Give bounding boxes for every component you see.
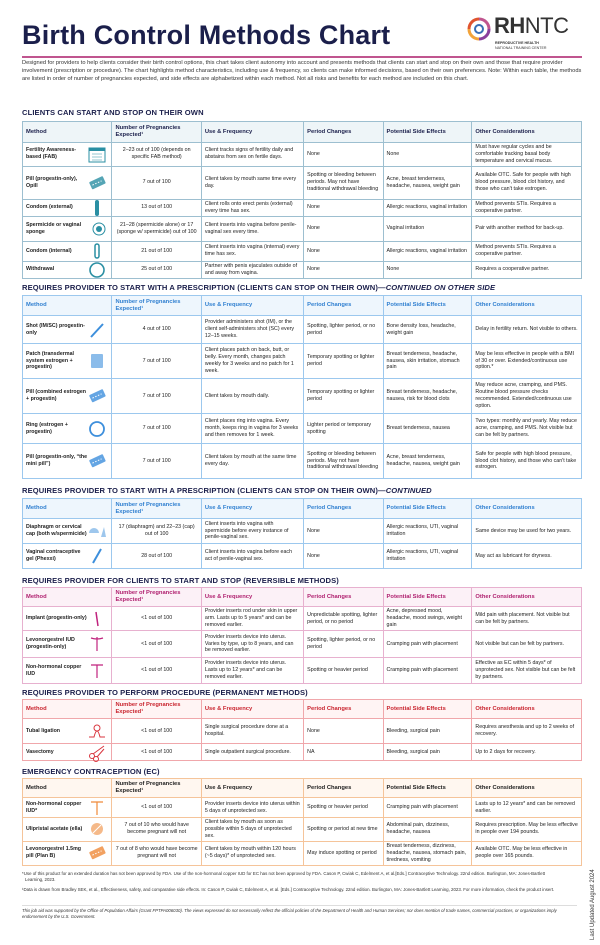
column-header: Method bbox=[23, 700, 112, 719]
column-header: Method bbox=[23, 588, 112, 607]
table-cell: 7 out of 100 bbox=[112, 166, 201, 199]
table-cell: <1 out of 100 bbox=[112, 658, 201, 684]
footnotes bbox=[22, 871, 562, 896]
table-cell: Must have regular cycles and be comfortable tracking basal body temperature and cervical mucus. bbox=[472, 143, 582, 167]
table-cell: Method prevents STIs. Requires a cooperative partner. bbox=[472, 199, 582, 216]
column-header: Other Considerations bbox=[472, 499, 582, 519]
table-cell: None bbox=[304, 519, 383, 544]
table-cell: Provider inserts device into uterus within 5 days of unprotected sex. bbox=[201, 798, 303, 818]
column-header: Period Changes bbox=[304, 588, 383, 607]
table-row bbox=[23, 444, 582, 479]
disclaimer: This job aid was supported by the Office of Population Affairs (Grant FPTPA006030). The views expressed do not necessarily reflect the official policies of the Department of Health and Human Services; nor does mention of trade names, commercial practices, or organizations imply endorsement by the U.S. Government. bbox=[22, 905, 577, 920]
table-cell: None bbox=[383, 143, 472, 167]
table-cell: 7 out of 100 bbox=[112, 344, 201, 379]
table-cell: Client takes by mouth same time every day. bbox=[201, 166, 303, 199]
table-row bbox=[23, 544, 582, 569]
pill-pack-icon bbox=[87, 451, 107, 471]
table-header-row bbox=[23, 779, 582, 798]
ring-icon bbox=[87, 419, 107, 439]
logo-subtitle: NATIONAL TRAINING CENTER bbox=[495, 46, 547, 50]
table-cell: Shot (IM/SC) progestin-only bbox=[23, 316, 112, 344]
table-cell: Provider inserts device into uterus. Lasts up to 12 years* and can be removed earlier. bbox=[201, 658, 303, 684]
syringe-icon bbox=[87, 320, 107, 340]
last-updated: Last Updated August 2024 bbox=[590, 869, 596, 940]
table-cell: Condom (internal) bbox=[23, 241, 112, 261]
table-cell: Spotting, lighter period, or no period bbox=[304, 316, 383, 344]
table-cell: Client inserts into vagina (internal) every time has sex. bbox=[201, 241, 303, 261]
table-cell: Requires a cooperative partner. bbox=[472, 261, 582, 278]
table-header-row bbox=[23, 499, 582, 519]
column-header: Method bbox=[23, 122, 112, 143]
table-cell: Spotting or heavier period bbox=[304, 658, 383, 684]
methods-table bbox=[22, 121, 582, 279]
column-header: Potential Side Effects bbox=[383, 700, 472, 719]
table-cell: Implant (progestin-only) bbox=[23, 607, 112, 631]
table-row bbox=[23, 744, 582, 761]
table-cell: Tubal ligation bbox=[23, 719, 112, 744]
table-cell: May reduce acne, cramping, and PMS. Routine blood pressure checks recommended. Extended/continuous use option. bbox=[472, 379, 582, 414]
table-cell: Client rolls onto erect penis (external) every time has sex. bbox=[201, 199, 303, 216]
table-cell: 17 (diaphragm) and 22–23 (cap) out of 100 bbox=[112, 519, 201, 544]
sponge-icon bbox=[87, 219, 107, 239]
table-cell: Up to 2 days for recovery. bbox=[472, 744, 582, 761]
calendar-icon bbox=[87, 144, 107, 164]
table-cell: Allergic reactions, UTI, vaginal irritation bbox=[383, 519, 472, 544]
table-cell: Vaginal irritation bbox=[383, 216, 472, 241]
table-cell: <1 out of 100 bbox=[112, 607, 201, 631]
table-row bbox=[23, 261, 582, 278]
table-cell: Client tracks signs of fertility daily and abstains from sex on fertile days. bbox=[201, 143, 303, 167]
table-cell: Same device may be used for two years. bbox=[472, 519, 582, 544]
table-cell: None bbox=[304, 719, 383, 744]
table-cell: Vasectomy bbox=[23, 744, 112, 761]
table-row bbox=[23, 199, 582, 216]
table-cell: 25 out of 100 bbox=[112, 261, 201, 278]
table-row bbox=[23, 344, 582, 379]
table-cell: Breast tenderness, dizziness, headache, nausea, stomach pain, tiredness, vomiting bbox=[383, 841, 472, 865]
table-cell: 21–28 (spermicide alone) or 17 (sponge w/ spermicide) out of 100 bbox=[112, 216, 201, 241]
table-cell: Non-hormonal copper IUD bbox=[23, 658, 112, 684]
table-cell: 28 out of 100 bbox=[112, 544, 201, 569]
table-cell: NA bbox=[304, 744, 383, 761]
table-cell: Spotting, lighter period, or no period bbox=[304, 631, 383, 658]
table-cell: Acne, depressed mood, headache, mood swings, weight gain bbox=[383, 607, 472, 631]
table-row bbox=[23, 607, 582, 631]
table-header-row bbox=[23, 122, 582, 143]
withdrawal-icon bbox=[87, 260, 107, 280]
pill-icon bbox=[87, 819, 107, 839]
section-heading: REQUIRES PROVIDER FOR CLIENTS TO START AND STOP (REVERSIBLE METHODS) bbox=[22, 576, 339, 585]
table-cell: 21 out of 100 bbox=[112, 241, 201, 261]
table-row bbox=[23, 216, 582, 241]
copper-iud-icon bbox=[87, 798, 107, 818]
table-cell: Bleeding, surgical pain bbox=[383, 744, 472, 761]
column-header: Use & Frequency bbox=[201, 588, 303, 607]
table-cell: Provider inserts device into uterus. Varies by type, up to 8 years, and can be removed earlier. bbox=[201, 631, 303, 658]
table-cell: Non-hormonal copper IUD* bbox=[23, 798, 112, 818]
table-cell: Client inserts into vagina before penile-vaginal sex every time. bbox=[201, 216, 303, 241]
table-cell: Breast tenderness, headache, nausea, skin irritation, stomach pain bbox=[383, 344, 472, 379]
column-header: Number of Pregnancies Expected¹ bbox=[112, 296, 201, 316]
column-header: Use & Frequency bbox=[201, 296, 303, 316]
table-cell: 7 out of 100 bbox=[112, 379, 201, 414]
table-header-row bbox=[23, 296, 582, 316]
table-cell: Condom (external) bbox=[23, 199, 112, 216]
table-cell: Client inserts into vagina before each act of penile-vaginal sex. bbox=[201, 544, 303, 569]
table-cell: Levonorgestrel 1.5mg pill (Plan B) bbox=[23, 841, 112, 865]
column-header: Number of Pregnancies Expected¹ bbox=[112, 779, 201, 798]
column-header: Use & Frequency bbox=[201, 499, 303, 519]
table-cell: Spotting or heavier period bbox=[304, 798, 383, 818]
table-cell: Abdominal pain, dizziness, headache, nausea bbox=[383, 818, 472, 842]
table-cell: Delay in fertility return. Not visible to others. bbox=[472, 316, 582, 344]
logo-subtitle: REPRODUCTIVE HEALTH bbox=[495, 41, 539, 45]
table-cell: Partner with penis ejaculates outside of and away from vagina. bbox=[201, 261, 303, 278]
table-cell: None bbox=[383, 261, 472, 278]
table-cell: Effective as EC within 5 days* of unprotected sex. Not visible but can be felt by partners. bbox=[472, 658, 582, 684]
table-cell: Client places patch on back, butt, or belly. Every month, changes patch weekly for 3 weeks and no patch for 1 week. bbox=[201, 344, 303, 379]
table-cell: Pair with another method for back-up. bbox=[472, 216, 582, 241]
table-cell: 7 out of 10 who would have become pregnant will not bbox=[112, 818, 201, 842]
table-cell: Vaginal contraceptive gel (Phexxi) bbox=[23, 544, 112, 569]
table-cell: Single surgical procedure done at a hospital. bbox=[201, 719, 303, 744]
table-row bbox=[23, 241, 582, 261]
table-cell: Client inserts into vagina with spermicide before every instance of penile-vaginal sex. bbox=[201, 519, 303, 544]
table-cell: Temporary spotting or lighter period bbox=[304, 379, 383, 414]
rhntc-logo bbox=[466, 14, 586, 54]
table-row bbox=[23, 166, 582, 199]
internal-condom-icon bbox=[87, 241, 107, 261]
pill-pack-icon bbox=[87, 843, 107, 863]
table-cell: Fertility Awareness-based (FAB) bbox=[23, 143, 112, 167]
table-cell: Requires prescription. May be less effective in people over 194 pounds. bbox=[472, 818, 582, 842]
column-header: Other Considerations bbox=[472, 122, 582, 143]
table-cell: Client takes by mouth within 120 hours (~5 days)* of unprotected sex. bbox=[201, 841, 303, 865]
methods-table bbox=[22, 778, 582, 866]
implant-icon bbox=[87, 609, 107, 629]
table-cell: Client takes by mouth at the same time every day. bbox=[201, 444, 303, 479]
table-cell: <1 out of 100 bbox=[112, 744, 201, 761]
iud-icon bbox=[87, 634, 107, 654]
column-header: Method bbox=[23, 296, 112, 316]
column-header: Other Considerations bbox=[472, 779, 582, 798]
table-cell: Mild pain with placement. Not visible but can be felt by partners. bbox=[472, 607, 582, 631]
table-cell: Bone density loss, headache, weight gain bbox=[383, 316, 472, 344]
table-row bbox=[23, 719, 582, 744]
table-cell: Two types: monthly and yearly. May reduce acne, cramping, and PMS. Not visible but can be felt by partners. bbox=[472, 414, 582, 444]
table-cell: Ring (estrogen + progestin) bbox=[23, 414, 112, 444]
column-header: Period Changes bbox=[304, 779, 383, 798]
table-row bbox=[23, 143, 582, 167]
section-heading: REQUIRES PROVIDER TO START WITH A PRESCRIPTION (CLIENTS CAN STOP ON THEIR OWN)—CONTINUED ON OTHER SIDE bbox=[22, 283, 496, 292]
table-cell: May act as lubricant for dryness. bbox=[472, 544, 582, 569]
table-cell: May be less effective in people with a BMI of 30 or over. Extended/continuous use option.* bbox=[472, 344, 582, 379]
section-heading: EMERGENCY CONTRACEPTION (EC) bbox=[22, 767, 160, 776]
table-cell: Pill (progestin-only), Opill bbox=[23, 166, 112, 199]
table-cell: None bbox=[304, 143, 383, 167]
condom-icon bbox=[87, 198, 107, 218]
table-cell: Bleeding, surgical pain bbox=[383, 719, 472, 744]
footnote: *Use of this product for an extended duration has not been approved by FDA. Use of the non-hormonal copper IUD for EC has not been approved by FDA. Cason P, Cwiak C, Edelment A, et al.[Eds.] Contraceptive Technology. 22nd edition. Burlington, MA: Jones-Bartlett Learning, 2023. bbox=[22, 871, 546, 883]
logo-mark-icon bbox=[466, 16, 492, 42]
table-cell: <1 out of 100 bbox=[112, 631, 201, 658]
table-header-row bbox=[23, 700, 582, 719]
table-cell: Client places ring into vagina. Every month, keeps ring in vagina for 3 weeks and then removes for 1 week. bbox=[201, 414, 303, 444]
table-cell: Requires anesthesia and up to 2 weeks of recovery. bbox=[472, 719, 582, 744]
scissors-icon bbox=[87, 742, 107, 762]
table-row bbox=[23, 414, 582, 444]
table-cell: Client takes by mouth daily. bbox=[201, 379, 303, 414]
gel-applicator-icon bbox=[87, 546, 107, 566]
column-header: Other Considerations bbox=[472, 296, 582, 316]
column-header: Period Changes bbox=[304, 122, 383, 143]
table-cell: Cramping pain with placement bbox=[383, 798, 472, 818]
pill-pack-icon bbox=[87, 173, 107, 193]
table-cell: Cramping pain with placement bbox=[383, 631, 472, 658]
table-cell: Acne, breast tenderness, headache, nausea, weight gain bbox=[383, 444, 472, 479]
table-cell: None bbox=[304, 241, 383, 261]
table-row bbox=[23, 841, 582, 865]
table-cell: Breast tenderness, headache, nausea, risk for blood clots bbox=[383, 379, 472, 414]
table-row bbox=[23, 631, 582, 658]
methods-table bbox=[22, 295, 582, 479]
table-cell: Levonorgestrel IUD (progestin-only) bbox=[23, 631, 112, 658]
table-cell: Provider administers shot (IM), or the client self-administers shot (SC) every 12–15 weeks. bbox=[201, 316, 303, 344]
column-header: Potential Side Effects bbox=[383, 499, 472, 519]
table-cell: Allergic reactions, UTI, vaginal irritation bbox=[383, 544, 472, 569]
page-title: Birth Control Methods Chart bbox=[22, 20, 391, 50]
column-header: Period Changes bbox=[304, 700, 383, 719]
table-cell: Single outpatient surgical procedure. bbox=[201, 744, 303, 761]
methods-table bbox=[22, 498, 582, 569]
table-cell: 13 out of 100 bbox=[112, 199, 201, 216]
table-row bbox=[23, 818, 582, 842]
table-cell: 2–23 out of 100 (depends on specific FAB method) bbox=[112, 143, 201, 167]
table-cell: Ulipristal acetate (ella) bbox=[23, 818, 112, 842]
column-header: Period Changes bbox=[304, 499, 383, 519]
methods-table bbox=[22, 699, 582, 761]
table-cell: 7 out of 8 who would have become pregnant will not bbox=[112, 841, 201, 865]
column-header: Number of Pregnancies Expected¹ bbox=[112, 499, 201, 519]
table-cell: 7 out of 100 bbox=[112, 444, 201, 479]
table-cell: Not visible but can be felt by partners. bbox=[472, 631, 582, 658]
section-heading: CLIENTS CAN START AND STOP ON THEIR OWN bbox=[22, 108, 204, 117]
logo-wordmark: RHNTC bbox=[494, 13, 569, 38]
table-cell: Safe for people with high blood pressure, blood clot history, and those who can't take estrogen. bbox=[472, 444, 582, 479]
table-cell: Breast tenderness, nausea bbox=[383, 414, 472, 444]
table-cell: 4 out of 100 bbox=[112, 316, 201, 344]
methods-table bbox=[22, 587, 582, 684]
table-row bbox=[23, 316, 582, 344]
column-header: Potential Side Effects bbox=[383, 779, 472, 798]
column-header: Use & Frequency bbox=[201, 700, 303, 719]
table-cell: Spotting or bleeding between periods. May not have traditional withdrawal bleeding bbox=[304, 444, 383, 479]
column-header: Potential Side Effects bbox=[383, 122, 472, 143]
table-cell: Allergic reactions, vaginal irritation bbox=[383, 199, 472, 216]
table-cell: Allergic reactions, vaginal irritation bbox=[383, 241, 472, 261]
column-header: Method bbox=[23, 499, 112, 519]
column-header: Potential Side Effects bbox=[383, 588, 472, 607]
table-cell: Available OTC. Safe for people with high blood pressure, blood clot history, and those who can't take estrogen. bbox=[472, 166, 582, 199]
table-cell: None bbox=[304, 261, 383, 278]
table-cell: Lasts up to 12 years* and can be removed earlier. bbox=[472, 798, 582, 818]
column-header: Potential Side Effects bbox=[383, 296, 472, 316]
table-cell: Patch (transdermal system estrogen + progestin) bbox=[23, 344, 112, 379]
table-cell: Available OTC. May be less effective in people over 165 pounds. bbox=[472, 841, 582, 865]
table-cell: Lighter period or temporary spotting bbox=[304, 414, 383, 444]
diaphragm-icon bbox=[87, 521, 107, 541]
table-cell: Method prevents STIs. Requires a cooperative partner. bbox=[472, 241, 582, 261]
column-header: Other Considerations bbox=[472, 700, 582, 719]
footnote: ¹Data is drawn from Bradley SEK, et al., Effectiveness, safety, and comparative side effects. In: Cason P, Cwiak C, Edelment A, et al. [Eds.] Contraceptive Technology. 22nd edition. Burlington, MA: Jones-Bartlett Learning, 2023. For more information, check the product insert. bbox=[22, 886, 555, 892]
table-cell: Pill (progestin-only, “the mini pill”) bbox=[23, 444, 112, 479]
section-heading: REQUIRES PROVIDER TO PERFORM PROCEDURE (PERMANENT METHODS) bbox=[22, 688, 308, 697]
pill-pack-icon bbox=[87, 386, 107, 406]
table-cell: Client takes by mouth as soon as possible within 5 days of unprotected sex. bbox=[201, 818, 303, 842]
table-header-row bbox=[23, 588, 582, 607]
table-cell: <1 out of 100 bbox=[112, 719, 201, 744]
column-header: Period Changes bbox=[304, 296, 383, 316]
table-cell: 7 out of 100 bbox=[112, 414, 201, 444]
table-cell: Provider inserts rod under skin in upper arm. Lasts up to 5 years* and can be removed earlier. bbox=[201, 607, 303, 631]
column-header: Number of Pregnancies Expected¹ bbox=[112, 700, 201, 719]
column-header: Method bbox=[23, 779, 112, 798]
table-cell: Spotting or period at new time bbox=[304, 818, 383, 842]
title-divider bbox=[22, 56, 582, 58]
tubal-ligation-icon bbox=[87, 721, 107, 741]
column-header: Other Considerations bbox=[472, 588, 582, 607]
table-cell: <1 out of 100 bbox=[112, 798, 201, 818]
table-cell: None bbox=[304, 216, 383, 241]
copper-iud-icon bbox=[87, 661, 107, 681]
column-header: Use & Frequency bbox=[201, 122, 303, 143]
table-cell: Withdrawal bbox=[23, 261, 112, 278]
table-cell: May induce spotting or period bbox=[304, 841, 383, 865]
column-header: Use & Frequency bbox=[201, 779, 303, 798]
table-cell: Unpredictable spotting, lighter period, or no period bbox=[304, 607, 383, 631]
section-heading: REQUIRES PROVIDER TO START WITH A PRESCRIPTION (CLIENTS CAN STOP ON THEIR OWN)—CONTINUED bbox=[22, 486, 432, 495]
table-cell: Temporary spotting or lighter period bbox=[304, 344, 383, 379]
table-row bbox=[23, 658, 582, 684]
column-header: Number of Pregnancies Expected¹ bbox=[112, 122, 201, 143]
table-row bbox=[23, 379, 582, 414]
table-cell: Diaphragm or cervical cap (both w/spermicide) bbox=[23, 519, 112, 544]
intro-paragraph: Designed for providers to help clients consider their birth control options, this chart takes client autonomy into account and presents methods that clients can start and stop on their own and those that require provider involvement (prescription or procedure). The chart highlights method characteristics, including use & frequency, so clients can make informed decisions, based on their own preferences. Note: Within each table, the methods are listed in order of number of pregnancies expected, and side effects are alphabetized within each method. Not all risks and benefits for each method are included on this chart. bbox=[22, 60, 582, 82]
table-cell: Cramping pain with placement bbox=[383, 658, 472, 684]
table-cell: None bbox=[304, 199, 383, 216]
table-cell: Spermicide or vaginal sponge bbox=[23, 216, 112, 241]
patch-icon bbox=[87, 351, 107, 371]
table-cell: None bbox=[304, 544, 383, 569]
table-row bbox=[23, 798, 582, 818]
table-row bbox=[23, 519, 582, 544]
column-header: Number of Pregnancies Expected¹ bbox=[112, 588, 201, 607]
table-cell: Acne, breast tenderness, headache, nausea, weight gain bbox=[383, 166, 472, 199]
table-cell: Pill (combined estrogen + progestin) bbox=[23, 379, 112, 414]
table-cell: Spotting or bleeding between periods. May not have traditional withdrawal bleeding bbox=[304, 166, 383, 199]
